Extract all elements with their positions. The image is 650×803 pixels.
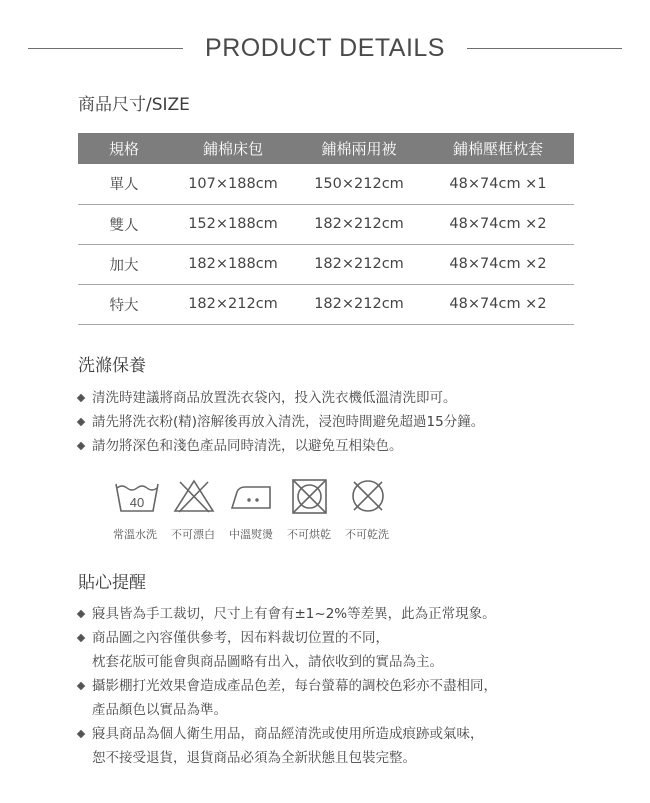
table-cell: 單人 [78, 164, 170, 204]
care-section-title: 洗滌保養 [78, 356, 146, 376]
list-item: 清洗時建議將商品放置洗衣袋內，投入洗衣機低溫清洗即可。 [78, 386, 484, 410]
table-cell: 48×74cm ×2 [422, 284, 574, 324]
table-cell: 182×212cm [296, 244, 422, 284]
care-symbols [112, 478, 402, 514]
wash-temp-label: 40 [129, 495, 145, 510]
list-item: 請勿將深色和淺色產品同時清洗，以避免互相染色。 [78, 434, 484, 458]
iron-medium-icon [228, 478, 278, 514]
page-title: PRODUCT DETAILS [205, 33, 445, 62]
care-bullet-list [78, 386, 484, 458]
table-row [78, 164, 574, 204]
list-item: 商品圖之內容僅供參考，因布料裁切位置的不同， 枕套花版可能會與商品圖略有出入，請依收到的實品為主。 [78, 626, 497, 674]
size-table [78, 133, 574, 325]
size-table-header-row [78, 133, 574, 164]
care-label: 不可乾洗 [345, 528, 389, 541]
list-item: 攝影棚打光效果會造成產品色差，每台螢幕的調校色彩亦不盡相同， 產品顏色以實品為準。 [78, 674, 497, 722]
table-cell: 48×74cm ×2 [422, 204, 574, 244]
no-dry-clean-icon [348, 478, 388, 514]
table-cell: 182×188cm [170, 244, 296, 284]
list-item: 寢具商品為個人衛生用品，商品經清洗或使用所造成痕跡或氣味， 恕不接受退貨，退貨商品必須為全新狀態且包裝完整。 [78, 722, 497, 770]
size-table-header-spec: 規格 [78, 133, 170, 164]
notes-bullet-list [78, 602, 497, 770]
list-item: 請先將洗衣粉(精)溶解後再放入清洗，浸泡時間避免超過15分鐘。 [78, 410, 484, 434]
notes-section-title: 貼心提醒 [78, 573, 146, 593]
size-table-header-pillowcase: 鋪棉壓框枕套 [422, 133, 574, 164]
page-header [28, 30, 622, 66]
no-bleach-icon [172, 478, 216, 514]
table-cell: 182×212cm [296, 284, 422, 324]
table-row [78, 244, 574, 284]
no-tumble-dry-icon [290, 478, 330, 514]
table-cell: 182×212cm [296, 204, 422, 244]
size-table-header-quilt: 鋪棉兩用被 [296, 133, 422, 164]
wash-40-icon [112, 478, 162, 514]
care-label: 常溫水洗 [113, 528, 157, 541]
list-item: 寢具皆為手工裁切，尺寸上有會有±1~2%等差異，此為正常現象。 [78, 602, 497, 626]
table-cell: 特大 [78, 284, 170, 324]
size-section-title: 商品尺寸/SIZE [78, 95, 190, 115]
table-cell: 152×188cm [170, 204, 296, 244]
table-cell: 加大 [78, 244, 170, 284]
table-row [78, 204, 574, 244]
table-cell: 107×188cm [170, 164, 296, 204]
table-cell: 48×74cm ×2 [422, 244, 574, 284]
table-cell: 48×74cm ×1 [422, 164, 574, 204]
size-table-header-fitted-sheet: 鋪棉床包 [170, 133, 296, 164]
table-cell: 雙人 [78, 204, 170, 244]
care-label: 不可烘乾 [287, 528, 331, 541]
header-right-rule [467, 48, 622, 49]
table-row [78, 284, 574, 324]
care-label: 中溫熨燙 [229, 528, 273, 541]
care-symbol-labels [113, 526, 403, 542]
table-cell: 182×212cm [170, 284, 296, 324]
care-label: 不可漂白 [171, 528, 215, 541]
header-left-rule [28, 48, 183, 49]
table-cell: 150×212cm [296, 164, 422, 204]
